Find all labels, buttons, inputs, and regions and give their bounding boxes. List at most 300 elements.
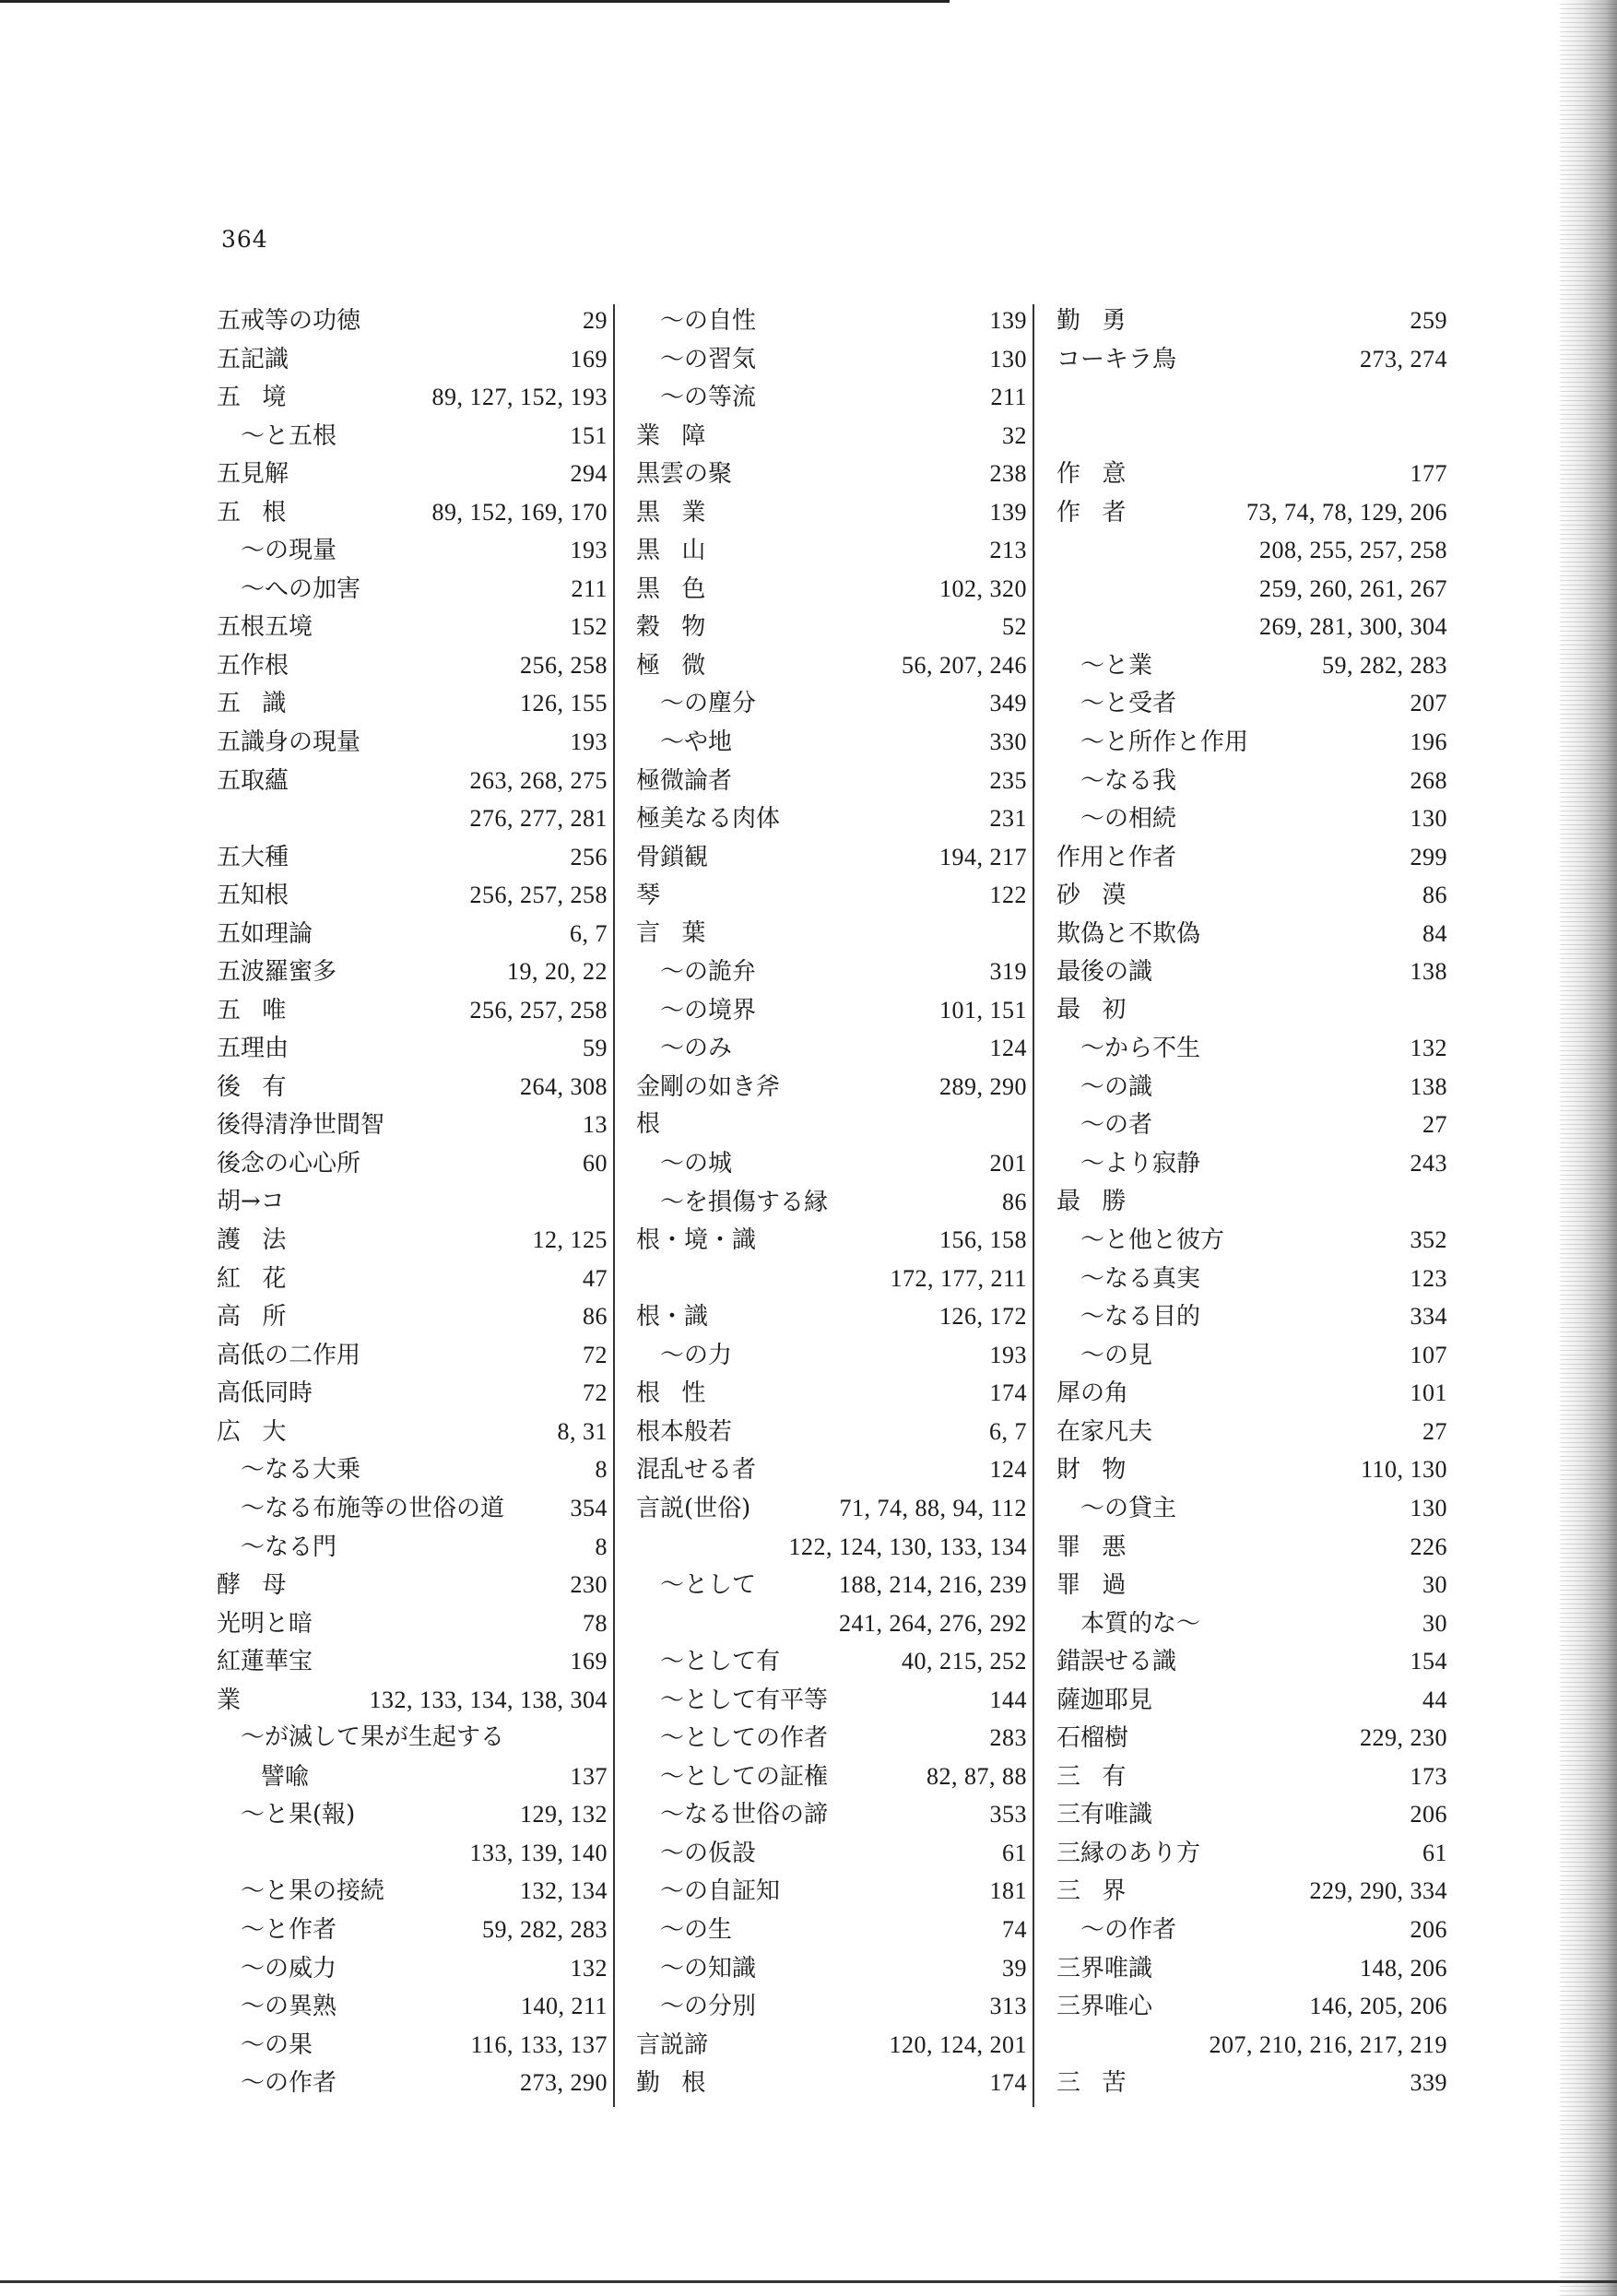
entry-pages: 61 (1422, 1839, 1447, 1866)
index-entry (636, 1413, 1027, 1451)
index-subentry (217, 1911, 608, 1949)
entry-term: ～の力 (660, 1341, 733, 1369)
index-entry (636, 2064, 1027, 2102)
entry-pages: 243 (1410, 1150, 1447, 1178)
index-entry (217, 1374, 608, 1413)
entry-pages: 12, 125 (532, 1226, 608, 1254)
entry-pages: 276, 277, 281 (469, 805, 608, 833)
entry-pages: 238 (989, 460, 1027, 488)
index-entry (636, 762, 1027, 800)
entry-term: 五唯 (217, 996, 308, 1024)
entry-term: ～や地 (660, 728, 733, 757)
index-subentry (217, 2026, 608, 2065)
index-entry (1056, 570, 1447, 609)
entry-pages: 101, 151 (939, 996, 1027, 1024)
entry-term: 作意 (1056, 460, 1148, 489)
entry-term: ～と五根 (241, 421, 337, 450)
index-entry (217, 1681, 608, 1720)
entry-term: 五作根 (217, 651, 289, 680)
index-entry (217, 378, 608, 417)
entry-pages: 177 (1410, 460, 1447, 488)
entry-term: ～なる目的 (1080, 1303, 1201, 1331)
entry-pages: 174 (989, 2069, 1027, 2097)
index-entry (217, 608, 608, 646)
entry-pages: 144 (989, 1686, 1027, 1713)
entry-term: 胡→コ (217, 1187, 285, 1215)
page-number: 364 (221, 226, 268, 253)
entry-pages: 339 (1410, 2069, 1447, 2097)
entry-term: ～の相続 (1080, 805, 1177, 834)
index-subentry (1056, 1297, 1447, 1336)
entry-term: ～の境界 (660, 996, 757, 1024)
entry-pages: 181 (989, 1877, 1027, 1905)
entry-term: 金剛の如き斧 (636, 1072, 781, 1101)
index-entry (1056, 876, 1447, 915)
entry-pages: 59, 282, 283 (1322, 651, 1447, 679)
entry-pages: 349 (989, 690, 1027, 717)
entry-pages: 352 (1410, 1226, 1447, 1254)
entry-term: ～の作者 (1080, 1915, 1177, 1944)
entry-pages: 193 (989, 1341, 1027, 1368)
entry-pages: 86 (1002, 1188, 1027, 1215)
entry-term: 最勝 (1056, 1187, 1148, 1215)
entry-term: ～としての証権 (660, 1762, 829, 1791)
index-subentry (217, 1949, 608, 1988)
entry-term: ～として有 (660, 1648, 781, 1676)
index-subentry (636, 1183, 1027, 1222)
entry-term: 本質的な～ (1080, 1609, 1201, 1638)
entry-pages: 230 (570, 1571, 608, 1599)
entry-pages: 102, 320 (939, 574, 1027, 602)
entry-pages: 139 (989, 498, 1027, 526)
entry-term: ～の自証知 (660, 1877, 781, 1906)
entry-pages: 110, 130 (1360, 1456, 1447, 1484)
entry-pages: 354 (570, 1494, 608, 1521)
entry-term: ～と他と彼方 (1080, 1226, 1225, 1255)
entry-term: 五知根 (217, 882, 289, 910)
entry-term: 五識 (217, 690, 308, 718)
entry-term: 三界唯心 (1056, 1993, 1153, 2021)
entry-term: 三縁のあり方 (1056, 1839, 1201, 1867)
entry-term: 在家凡夫 (1056, 1417, 1153, 1446)
entry-pages: 146, 205, 206 (1309, 1993, 1447, 2020)
entry-pages: 330 (989, 728, 1027, 756)
entry-pages: 208, 255, 257, 258 (1259, 537, 1447, 564)
index-entry (636, 1489, 1027, 1528)
entry-pages: 201 (989, 1150, 1027, 1178)
index-entry (1056, 1987, 1447, 2026)
entry-term: ～の詭弁 (660, 958, 757, 987)
index-entry (217, 684, 608, 723)
index-entry (636, 1068, 1027, 1107)
column-separator (1033, 304, 1034, 2107)
index-entry (217, 455, 608, 493)
index-subentry (217, 1489, 608, 1528)
entry-term: ～の知識 (660, 1954, 757, 1982)
entry-term: 後念の心心所 (217, 1150, 361, 1178)
index-entry (217, 1413, 608, 1451)
index-subentry (636, 1911, 1027, 1949)
entry-term: ～の習気 (660, 345, 757, 373)
entry-pages: 256, 257, 258 (469, 996, 608, 1024)
index-subentry (636, 1795, 1027, 1834)
entry-pages: 156, 158 (939, 1226, 1027, 1254)
index-entry (636, 531, 1027, 570)
entry-term: 根・境・識 (636, 1226, 757, 1255)
index-subentry (1056, 1489, 1447, 1528)
entry-pages: 78 (583, 1609, 608, 1637)
index-entry (217, 1029, 608, 1068)
index-entry (636, 1604, 1027, 1643)
index-entry (636, 1374, 1027, 1413)
entry-term: ～なる世俗の諦 (660, 1801, 829, 1829)
entry-pages: 334 (1410, 1303, 1447, 1331)
entry-pages: 294 (570, 460, 608, 488)
index-entry (217, 1068, 608, 1107)
index-subentry (636, 1719, 1027, 1758)
index-entry (1056, 953, 1447, 991)
index-entry (1056, 608, 1447, 646)
index-entry (217, 1297, 608, 1336)
entry-term: ～と受者 (1080, 690, 1177, 718)
entry-pages: 263, 268, 275 (469, 766, 608, 794)
index-entry (1056, 1758, 1447, 1796)
index-subentry (1056, 1221, 1447, 1260)
entry-term: 五理由 (217, 1035, 289, 1063)
entry-term: 根本般若 (636, 1417, 733, 1446)
entry-term: 紅花 (217, 1264, 308, 1293)
index-entry (1056, 1413, 1447, 1451)
entry-term: 勤根 (636, 2069, 727, 2098)
entry-pages: 283 (989, 1724, 1027, 1752)
entry-term: ～のみ (660, 1035, 733, 1063)
entry-pages: 52 (1002, 613, 1027, 641)
entry-term: ～への加害 (241, 574, 361, 603)
index-entry (217, 915, 608, 953)
entry-term: 言葉 (636, 918, 727, 947)
index-subentry (636, 991, 1027, 1030)
index-subentry (1056, 1029, 1447, 1068)
index-subentry (1056, 1260, 1447, 1298)
entry-term: 護法 (217, 1226, 308, 1255)
index-entry (217, 1144, 608, 1183)
entry-term: 五境 (217, 384, 308, 412)
entry-term: 罪悪 (1056, 1533, 1148, 1561)
entry-term: 五戒等の功徳 (217, 307, 361, 335)
index-entry (1056, 1183, 1447, 1222)
entry-pages: 84 (1422, 919, 1447, 947)
index-entry (217, 1566, 608, 1604)
index-subentry (636, 723, 1027, 762)
entry-pages: 89, 127, 152, 193 (431, 384, 608, 411)
entry-term: ～の見 (1080, 1341, 1153, 1369)
entry-pages: 44 (1422, 1686, 1447, 1713)
entry-term: 石榴樹 (1056, 1724, 1129, 1753)
entry-term: 極微 (636, 651, 727, 680)
entry-term: 砂漠 (1056, 882, 1148, 910)
entry-pages: 89, 152, 169, 170 (431, 498, 608, 526)
entry-pages: 138 (1410, 1072, 1447, 1100)
index-subentry (636, 1336, 1027, 1375)
entry-pages: 256, 258 (520, 651, 608, 679)
entry-term: 五根 (217, 498, 308, 527)
entry-term: 酵母 (217, 1571, 308, 1600)
entry-pages: 148, 206 (1360, 1954, 1447, 1982)
entry-term: ～と果の接続 (241, 1877, 385, 1906)
entry-pages: 169 (570, 1648, 608, 1675)
entry-term: ～の異熟 (241, 1993, 337, 2021)
entry-term: 罪過 (1056, 1571, 1148, 1600)
index-subentry (1056, 1911, 1447, 1949)
entry-pages: 132 (570, 1954, 608, 1982)
entry-pages: 107 (1410, 1341, 1447, 1368)
index-entry (217, 1642, 608, 1681)
entry-term: 極美なる肉体 (636, 805, 781, 834)
entry-pages: 56, 207, 246 (902, 651, 1027, 679)
entry-pages: 188, 214, 216, 239 (839, 1571, 1027, 1599)
index-subentry (636, 1872, 1027, 1911)
entry-term: 三苦 (1056, 2069, 1148, 2098)
entry-pages: 129, 132 (520, 1801, 608, 1829)
index-subentry (636, 1834, 1027, 1873)
entry-pages: 72 (583, 1341, 608, 1368)
entry-term: 財物 (1056, 1456, 1148, 1485)
entry-pages: 19, 20, 22 (507, 958, 608, 986)
index-entry (1056, 493, 1447, 532)
entry-term: 五波羅蜜多 (217, 958, 337, 987)
entry-pages: 39 (1002, 1954, 1027, 1982)
index-entry (1056, 1795, 1447, 1834)
index-entry (217, 1106, 608, 1144)
index-subentry (636, 1566, 1027, 1604)
entry-pages: 193 (570, 537, 608, 564)
entry-pages: 122, 124, 130, 133, 134 (788, 1533, 1027, 1560)
entry-term: ～の生 (660, 1915, 733, 1944)
entry-pages: 173 (1410, 1762, 1447, 1790)
index-entry (217, 340, 608, 379)
entry-pages: 259, 260, 261, 267 (1259, 574, 1447, 602)
entry-pages: 86 (1422, 882, 1447, 909)
entry-term: ～より寂静 (1080, 1150, 1201, 1178)
entry-pages: 193 (570, 728, 608, 756)
index-subentry (1056, 1604, 1447, 1643)
entry-pages: 299 (1410, 843, 1447, 870)
entry-pages: 133, 139, 140 (469, 1839, 608, 1866)
entry-pages: 29 (583, 307, 608, 334)
index-subentry (217, 570, 608, 609)
entry-term: 根性 (636, 1379, 727, 1408)
index-entry (636, 1221, 1027, 1260)
index-entry (217, 1604, 608, 1643)
entry-term: 高所 (217, 1303, 308, 1331)
scan-edge-shadow (1560, 0, 1617, 2296)
entry-term: 勤勇 (1056, 307, 1148, 335)
entry-pages: 6, 7 (570, 919, 608, 947)
entry-pages: 82, 87, 88 (927, 1762, 1027, 1790)
entry-pages: 74 (1002, 1915, 1027, 1943)
index-entry (1056, 2064, 1447, 2102)
index-entry (1056, 340, 1447, 379)
entry-term: ～を損傷する縁 (660, 1188, 829, 1216)
entry-term: 五取蘊 (217, 766, 289, 795)
entry-pages: 30 (1422, 1571, 1447, 1599)
entry-term: コーキラ鳥 (1056, 345, 1177, 373)
entry-pages: 154 (1410, 1648, 1447, 1675)
index-subentry (636, 340, 1027, 379)
index-entry (217, 1260, 608, 1298)
index-entry (217, 1336, 608, 1375)
index-subentry (636, 1949, 1027, 1988)
entry-pages: 207 (1410, 690, 1447, 717)
index-entry (217, 838, 608, 877)
entry-term: ～の果 (241, 2030, 313, 2059)
top-rule (0, 0, 950, 3)
index-entry (1056, 1681, 1447, 1720)
entry-pages: 137 (570, 1762, 608, 1790)
index-subentry (636, 1029, 1027, 1068)
index-entry (636, 1528, 1027, 1567)
index-subentry (217, 1719, 608, 1758)
index-entry (636, 646, 1027, 685)
entry-pages: 130 (989, 345, 1027, 373)
index-subentry (636, 1987, 1027, 2026)
index-entry (1056, 2026, 1447, 2065)
entry-pages: 72 (583, 1379, 608, 1407)
entry-term: ～の塵分 (660, 690, 757, 718)
entry-term: ～なる大乗 (241, 1456, 361, 1485)
entry-term: ～と業 (1080, 651, 1153, 680)
entry-pages: 206 (1410, 1915, 1447, 1943)
entry-term: 混乱せる者 (636, 1456, 757, 1485)
entry-pages: 61 (1002, 1839, 1027, 1866)
index-entry (217, 876, 608, 915)
index-subentry (636, 1642, 1027, 1681)
entry-pages: 47 (583, 1264, 608, 1292)
entry-term: 錯誤せる識 (1056, 1648, 1177, 1676)
entry-pages: 86 (583, 1303, 608, 1331)
index-entry (636, 417, 1027, 456)
index-subentry (217, 2064, 608, 2102)
entry-term: ～なる真実 (1080, 1264, 1201, 1293)
entry-term: ～なる布施等の世俗の道 (241, 1494, 505, 1522)
entry-pages: 229, 230 (1360, 1724, 1447, 1752)
index-subentry (217, 1758, 608, 1796)
entry-term: 根 (636, 1110, 661, 1139)
entry-term: ～の作者 (241, 2069, 337, 2098)
index-subentry (1056, 1144, 1447, 1183)
entry-term: 高低同時 (217, 1379, 313, 1408)
entry-term: ～の自性 (660, 307, 757, 335)
index-entry (1056, 915, 1447, 953)
index-entry (1056, 1566, 1447, 1604)
index-entry (1056, 1719, 1447, 1758)
entry-term: 根・識 (636, 1303, 709, 1331)
entry-term: ～なる我 (1080, 766, 1177, 795)
entry-term: ～の現量 (241, 537, 337, 565)
entry-pages: 174 (989, 1379, 1027, 1407)
entry-pages: 256 (570, 843, 608, 870)
entry-pages: 139 (989, 307, 1027, 334)
index-entry (636, 493, 1027, 532)
entry-term: 三界 (1056, 1877, 1148, 1906)
entry-pages: 353 (989, 1801, 1027, 1829)
entry-pages: 229, 290, 334 (1309, 1877, 1447, 1905)
entry-term: ～の貸主 (1080, 1494, 1177, 1522)
index-subentry (1056, 1068, 1447, 1107)
entry-pages: 289, 290 (939, 1072, 1027, 1100)
index-subentry (217, 531, 608, 570)
entry-pages: 101 (1410, 1379, 1447, 1407)
index-subentry (1056, 1106, 1447, 1144)
index-subentry (1056, 799, 1447, 838)
entry-pages: 27 (1422, 1417, 1447, 1445)
index-entry (636, 608, 1027, 646)
entry-pages: 59 (583, 1035, 608, 1062)
entry-pages: 194, 217 (939, 843, 1027, 870)
entry-term: ～としての作者 (660, 1724, 829, 1753)
entry-pages: 116, 133, 137 (470, 2030, 608, 2058)
index-entry (636, 1106, 1027, 1144)
entry-term: 後得清浄世間智 (217, 1111, 385, 1140)
entry-term: 欺偽と不欺偽 (1056, 919, 1201, 948)
index-entry (217, 1183, 608, 1222)
entry-term: 五記識 (217, 345, 289, 373)
entry-term: 五大種 (217, 843, 289, 871)
entry-term: ～として (660, 1571, 757, 1600)
entry-term: 紅蓮華宝 (217, 1648, 313, 1676)
entry-pages: 231 (989, 805, 1027, 833)
entry-pages: 8 (595, 1533, 608, 1560)
entry-pages: 32 (1002, 421, 1027, 449)
entry-term: 五如理論 (217, 919, 313, 948)
index-entry (217, 799, 608, 838)
index-entry (636, 915, 1027, 953)
entry-term: ～と作者 (241, 1915, 337, 1944)
index-subentry (217, 417, 608, 456)
index-entry (636, 799, 1027, 838)
entry-term: ～の城 (660, 1150, 733, 1178)
entry-pages: 313 (989, 1993, 1027, 2020)
entry-pages: 124 (989, 1456, 1027, 1484)
entry-pages: 123 (1410, 1264, 1447, 1292)
index-entry (1056, 378, 1447, 417)
index-entry (636, 1297, 1027, 1336)
bottom-rule (0, 2280, 1617, 2283)
entry-term: 三有 (1056, 1762, 1148, 1791)
index-subentry (1056, 1336, 1447, 1375)
entry-term: ～と果(報) (241, 1801, 356, 1829)
entry-term: ～として有平等 (660, 1686, 829, 1714)
index-entry (636, 1260, 1027, 1298)
column-separator (613, 304, 615, 2107)
entry-pages: 8, 31 (557, 1417, 608, 1445)
entry-pages: 207, 210, 216, 217, 219 (1209, 2030, 1447, 2058)
index-entry (636, 838, 1027, 877)
entry-pages: 138 (1410, 958, 1447, 986)
entry-term: 言説(世俗) (636, 1494, 751, 1522)
index-subentry (636, 1758, 1027, 1796)
entry-pages: 196 (1410, 728, 1447, 756)
index-entry (217, 1834, 608, 1873)
index-entry (217, 991, 608, 1030)
index-entry (636, 2026, 1027, 2065)
entry-term: 後有 (217, 1072, 308, 1101)
entry-pages: 206 (1410, 1801, 1447, 1829)
entry-pages: 319 (989, 958, 1027, 986)
index-column-1 (217, 302, 608, 2102)
entry-term: ～の仮設 (660, 1839, 757, 1867)
index-entry (1056, 417, 1447, 456)
